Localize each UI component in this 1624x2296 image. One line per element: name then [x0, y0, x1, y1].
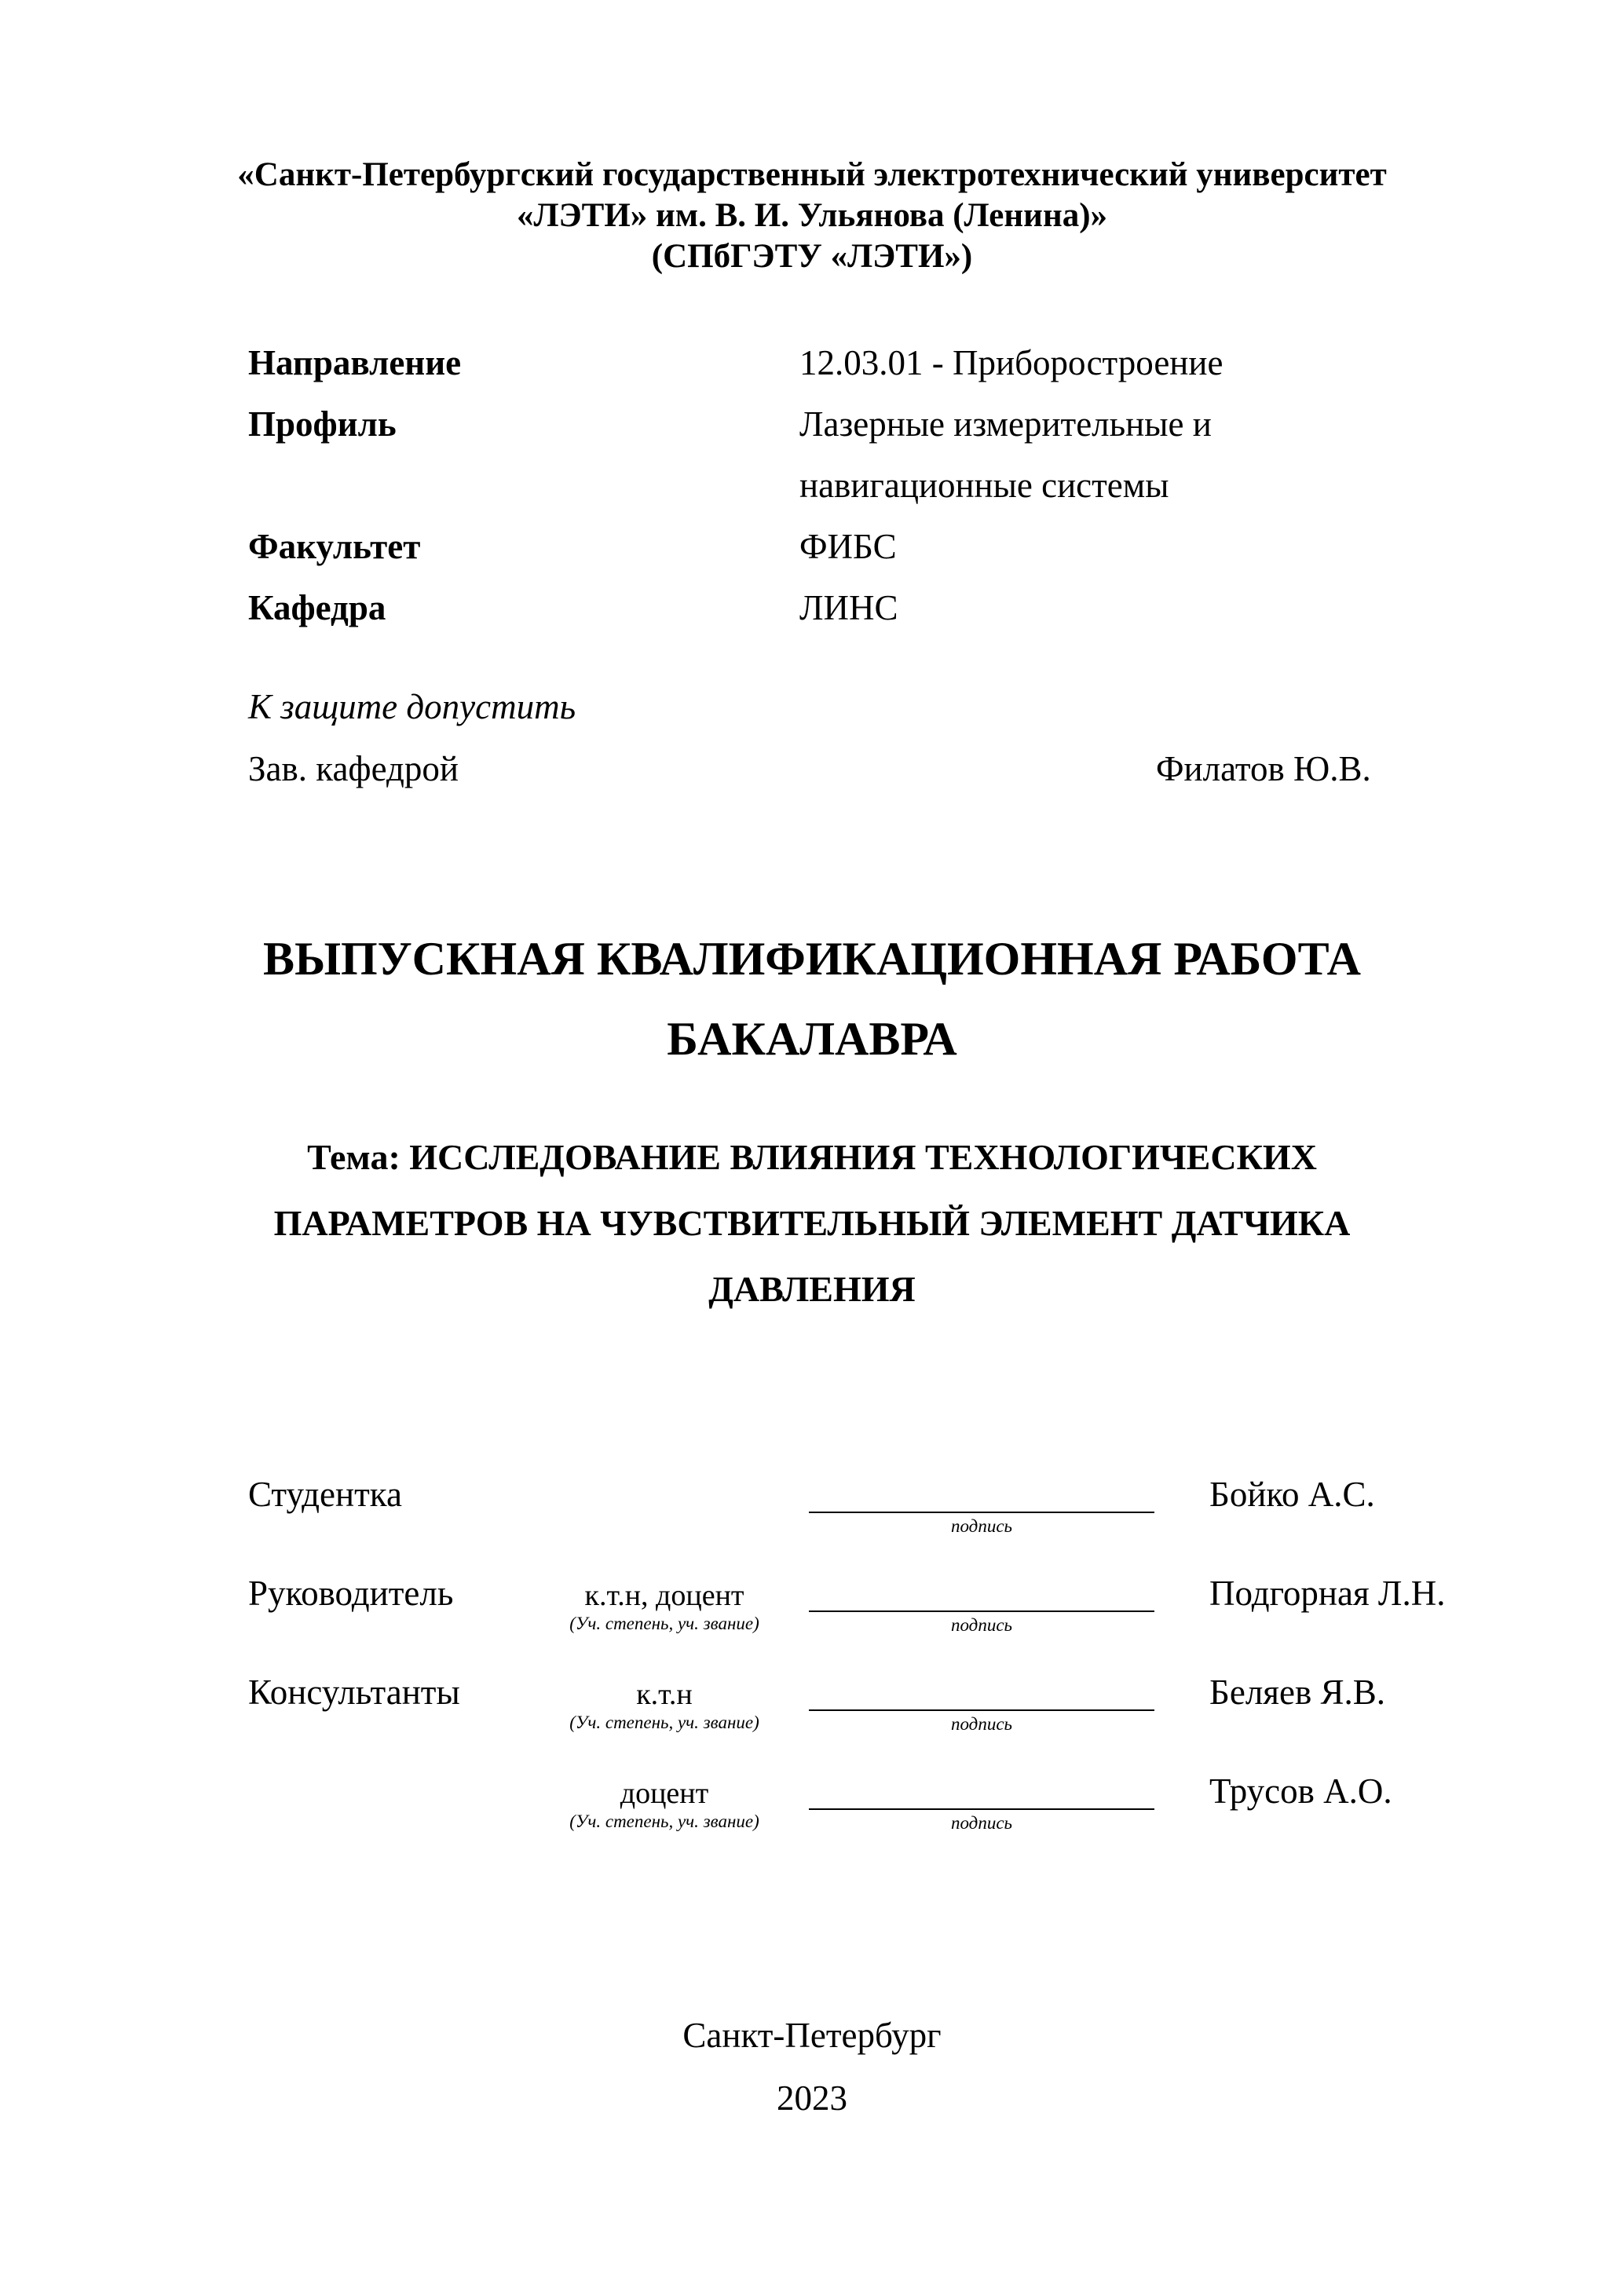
profile-value-line1: Лазерные измерительные и	[799, 404, 1212, 444]
faculty-label: Факультет	[248, 527, 421, 566]
topic-line1: Тема: ИССЛЕДОВАНИЕ ВЛИЯНИЯ ТЕХНОЛОГИЧЕСКИХ	[307, 1137, 1317, 1177]
footer-year: 2023	[777, 2078, 847, 2118]
university-abbreviation: (СПбГЭТУ «ЛЭТИ»)	[651, 238, 973, 275]
signature-line-consultant-1	[809, 1709, 1154, 1711]
university-name-line1: «Санкт-Петербургский государственный электротехнический университет	[237, 156, 1387, 193]
footer-city: Санкт-Петербург	[682, 2016, 942, 2055]
profile-label: Профиль	[248, 404, 397, 444]
thesis-title-line2: БАКАЛАВРА	[667, 1013, 957, 1065]
name-consultant-1: Беляев Я.В.	[1209, 1673, 1385, 1712]
degree-hint-consultant-1: (Уч. степень, уч. звание)	[569, 1713, 759, 1732]
faculty-value: ФИБС	[799, 527, 897, 566]
degree-consultant-1: к.т.н	[636, 1678, 693, 1711]
name-consultant-2: Трусов А.О.	[1209, 1771, 1392, 1811]
head-of-department-name: Филатов Ю.В.	[1156, 749, 1371, 788]
department-label: Кафедра	[248, 588, 386, 627]
degree-consultant-2: доцент	[620, 1777, 709, 1810]
university-name-line2: «ЛЭТИ» им. В. И. Ульянова (Ленина)»	[516, 197, 1108, 234]
degree-hint-consultant-2: (Уч. степень, уч. звание)	[569, 1812, 759, 1831]
signature-hint-consultant-1: подпись	[950, 1714, 1012, 1734]
direction-label: Направление	[248, 343, 462, 382]
name-student: Бойко А.С.	[1209, 1475, 1375, 1514]
degree-supervisor: к.т.н, доцент	[584, 1579, 744, 1612]
thesis-title-line1: ВЫПУСКНАЯ КВАЛИФИКАЦИОННАЯ РАБОТА	[263, 933, 1361, 985]
degree-hint-supervisor: (Уч. степень, уч. звание)	[569, 1614, 759, 1633]
signature-line-consultant-2	[809, 1808, 1154, 1810]
signature-line-supervisor	[809, 1610, 1154, 1612]
profile-value-line2: навигационные системы	[799, 466, 1169, 505]
signature-hint-student: подпись	[950, 1516, 1012, 1536]
signature-line-student	[809, 1512, 1154, 1513]
topic-line3: ДАВЛЕНИЯ	[708, 1269, 916, 1309]
topic-line2: ПАРАМЕТРОВ НА ЧУВСТВИТЕЛЬНЫЙ ЭЛЕМЕНТ ДАТЧИКА	[273, 1203, 1351, 1243]
admit-to-defense: К защите допустить	[248, 687, 576, 726]
direction-value: 12.03.01 - Приборостроение	[799, 343, 1223, 382]
signature-hint-supervisor: подпись	[950, 1615, 1012, 1635]
name-supervisor: Подгорная Л.Н.	[1209, 1574, 1446, 1613]
department-value: ЛИНС	[799, 588, 898, 627]
signature-hint-consultant-2: подпись	[950, 1813, 1012, 1833]
role-consultants: Консультанты	[248, 1673, 460, 1712]
role-supervisor: Руководитель	[248, 1574, 454, 1613]
head-of-department-label: Зав. кафедрой	[248, 749, 459, 788]
role-student: Студентка	[248, 1475, 402, 1514]
